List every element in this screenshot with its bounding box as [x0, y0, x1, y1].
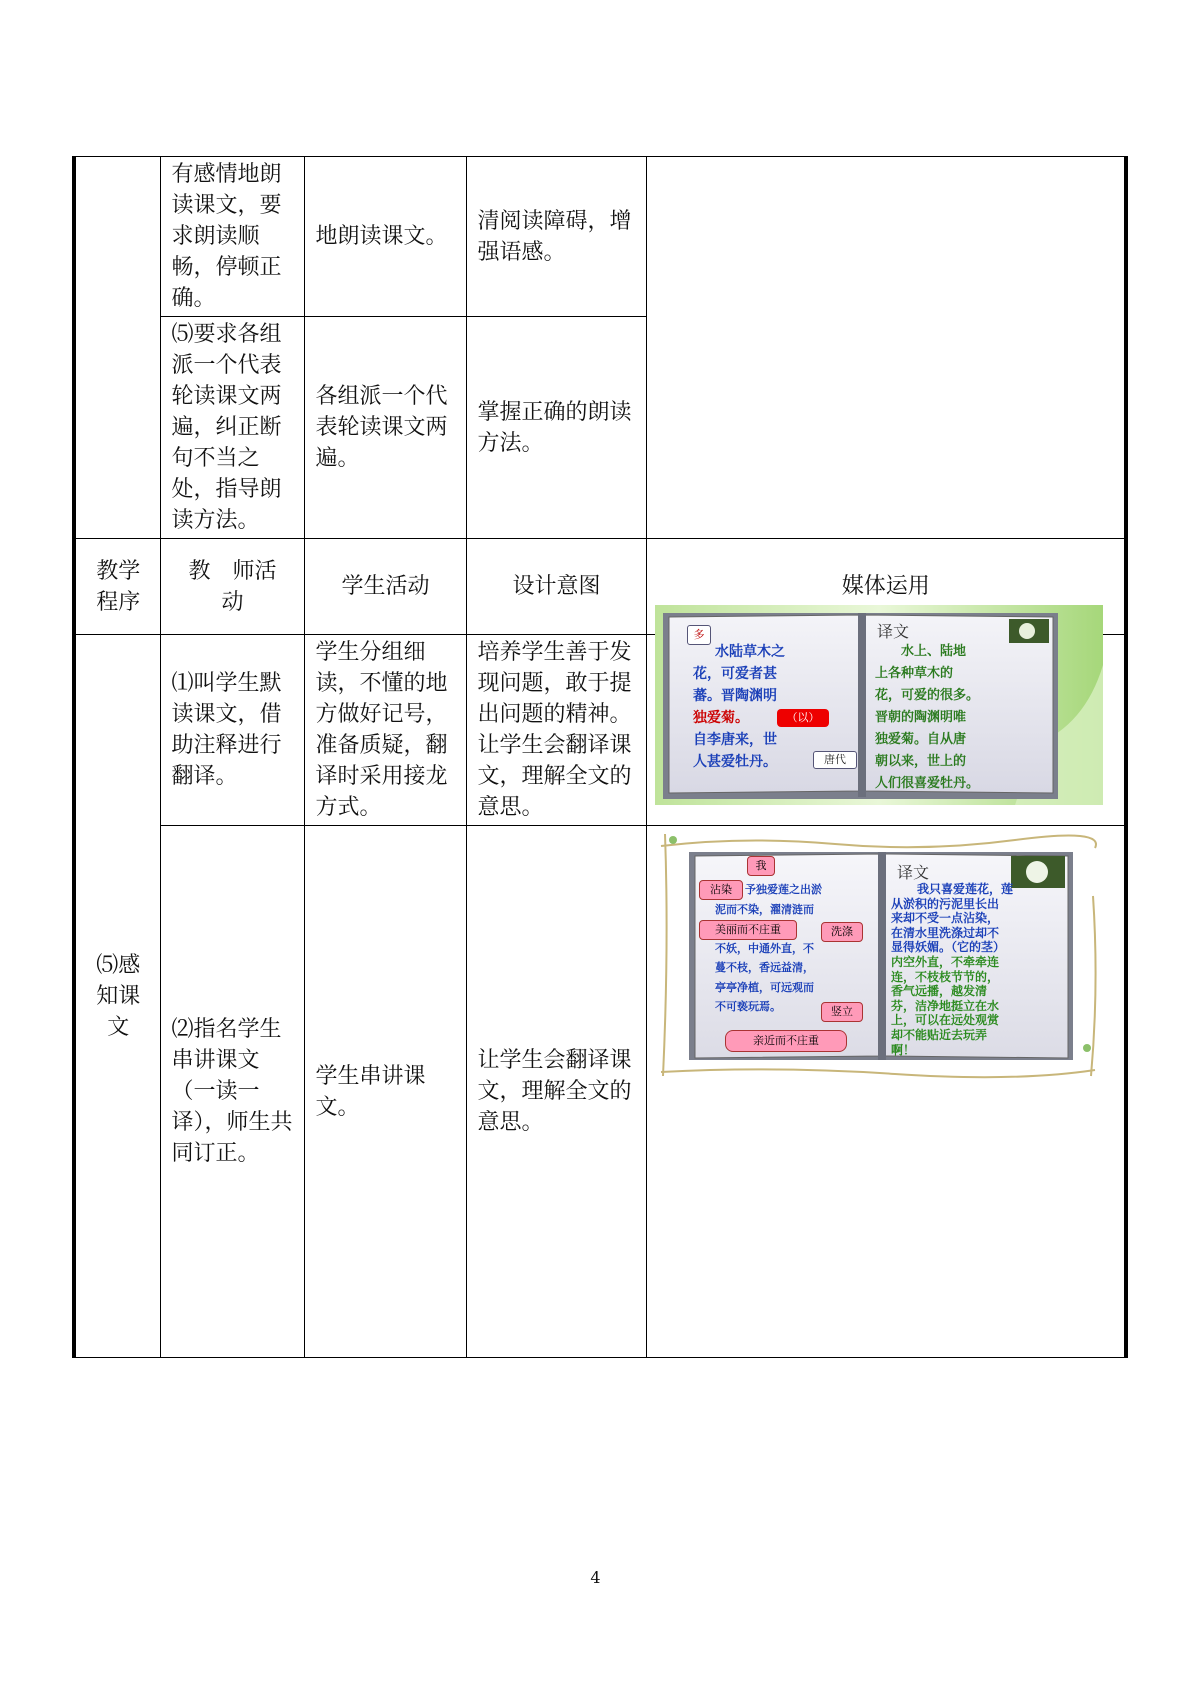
header-teacher-activity: 教 师活 动: [160, 539, 304, 635]
slide1-right-line: 花，可爱的很多。: [875, 688, 980, 703]
slide2-left-line: 泥而不染，濯清涟而: [715, 902, 814, 916]
slide2-left-text: [715, 880, 875, 1017]
student-activity-cell: 地朗读课文。: [304, 157, 466, 317]
slide2-right-line: 从淤积的污泥里长出: [891, 896, 1000, 911]
header-student-activity: 学生活动: [304, 539, 466, 635]
teacher-activity-cell: ⑸要求各组派一个代表轮读课文两遍，纠正断句不当之处，指导朗读方法。: [160, 317, 304, 539]
slide2-heading: 译文: [897, 863, 930, 882]
slide2-right-line: 连，不枝枝节节的，: [891, 969, 1000, 984]
page-number: 4: [590, 1568, 601, 1587]
header-design-intent: 设计意图: [466, 539, 646, 635]
header-media-use: 媒体运用: [646, 539, 1126, 635]
slide-image-2: [655, 826, 1103, 1086]
procedure-cell: ⑸感知课文: [74, 635, 160, 1358]
slide2-right-text: [891, 882, 1071, 1057]
slide1-left-line: 水陆草木之: [715, 644, 785, 660]
slide-image-1: [655, 605, 1103, 805]
slide1-tag-red: （以）: [777, 709, 829, 727]
design-intent-cell: 掌握正确的朗读方法。: [466, 317, 646, 539]
student-activity-cell: 学生串讲课文。: [304, 826, 466, 1358]
slide1-tag-bottom: 唐代: [813, 751, 857, 769]
slide2-left-line: 不可亵玩焉。: [715, 1000, 781, 1013]
teacher-activity-cell: ⑵指名学生串讲课文（一读一译），师生共同订正。: [160, 826, 304, 1358]
design-intent-cell: 让学生会翻译课文，理解全文的意思。: [466, 826, 646, 1358]
slide1-left-line: 蕃。晋陶渊明: [693, 688, 777, 704]
student-activity-cell: 学生分组细读，不懂的地方做好记号，准备质疑，翻译时采用接龙方式。: [304, 635, 466, 826]
slide1-left-line: 独爱菊。: [693, 710, 749, 726]
slide2-left-line: 不妖，中通外直，不: [715, 941, 814, 955]
procedure-cell-empty: [74, 157, 160, 539]
slide1-left-line: 花，可爱者甚: [693, 666, 777, 682]
slide1-right-line: 人们很喜爱牡丹。: [875, 776, 980, 791]
slide2-right-line: 内空外直，不牵牵连: [891, 954, 1000, 969]
slide2-tag-xidi: 洗涤: [821, 922, 863, 942]
slide2-right-line: 却不能贴近去玩弄: [891, 1027, 988, 1042]
slide1-right-line: 晋朝的陶渊明唯: [875, 710, 967, 725]
slide1-left-line: 人甚爱牡丹。: [693, 754, 777, 770]
student-activity-cell: 各组派一个代表轮读课文两遍。: [304, 317, 466, 539]
slide1-heading: 译文: [877, 622, 910, 641]
slide2-right-line: 来却不受一点沾染，: [891, 911, 1000, 926]
teacher-activity-cell: 有感情地朗读课文，要求朗读顺畅，停顿正确。: [160, 157, 304, 317]
slide1-right-line: 朝以来，世上的: [875, 754, 967, 769]
slide1-right-line: 独爱菊。自从唐: [875, 732, 967, 747]
media-cell-empty: [646, 157, 1126, 539]
slide1-right-line: 上各种草木的: [875, 666, 954, 681]
slide1-right-line: 水上、陆地: [901, 644, 967, 659]
slide2-tag-shuli: 竖立: [821, 1002, 863, 1022]
slide1-tag-top: 多: [687, 625, 711, 645]
design-intent-cell: 清阅读障碍，增强语感。: [466, 157, 646, 317]
slide2-right-line: 香气远播，越发清: [891, 984, 988, 999]
slide2-right-line: 在清水里洗涤过却不: [891, 925, 1000, 940]
slide2-left-line: 蔓不枝，香远益清，: [715, 961, 814, 974]
slide2-tag-qinjin: 亲近而不庄重: [725, 1030, 847, 1052]
slide2-tag-wo: 我: [747, 856, 775, 876]
slide2-tag-meili: 美丽而不庄重: [699, 920, 797, 940]
slide2-right-line: 上，可以在远处观赏: [891, 1013, 1000, 1028]
teacher-activity-cell: ⑴叫学生默读课文，借助注释进行翻译。: [160, 635, 304, 826]
slide2-tag-zhanran: 沾染: [699, 880, 743, 900]
slide2-right-line: 芬，洁净地挺立在水: [891, 998, 1000, 1013]
slide2-left-line: 亭亭净植，可远观而: [715, 980, 814, 994]
slide2-right-line: 显得妖媚。（它的茎）: [891, 940, 1006, 955]
table-row: [74, 157, 1126, 317]
header-procedure: 教学程序: [74, 539, 160, 635]
slide2-left-line: 予独爱莲之出淤: [745, 883, 822, 896]
design-intent-cell: 培养学生善于发现问题，敢于提出问题的精神。让学生会翻译课文，理解全文的意思。: [466, 635, 646, 826]
slide1-left-line: 自李唐来，世: [693, 732, 777, 748]
slide1-right-text: [875, 641, 1055, 795]
slide2-right-line: 我只喜爱莲花，莲: [917, 882, 1014, 896]
slide2-right-line: 啊！: [891, 1042, 916, 1057]
